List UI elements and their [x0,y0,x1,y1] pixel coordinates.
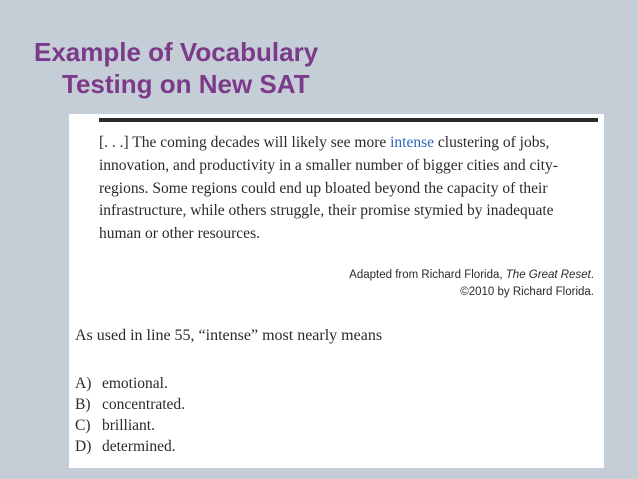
answer-choice-d [75,436,185,457]
question-prompt: As used in line 55, “intense” most nearly means [75,327,383,344]
citation-line-1 [349,267,594,284]
choice-letter: A) [75,375,92,392]
choice-text: determined. [102,438,176,455]
choice-letter: C) [75,417,91,434]
citation-suffix: . [590,269,594,281]
passage-after: clustering of jobs, innovation, and productivity in a smaller number of bigger cities and city-regions. Some regions could end up bloated beyond the capacity of their infrastructure, while others struggle, their promise stymied by inadequate human or other resources. [99,134,558,243]
citation [349,267,594,301]
choice-letter: D) [75,438,92,455]
choice-text: brilliant. [102,417,155,434]
choice-text: concentrated. [102,396,186,413]
passage-text [99,132,599,246]
slide-title-line-2: Testing on New SAT [62,69,310,99]
answer-choices [75,373,185,457]
slide-title-line-1: Example of Vocabulary [34,37,319,67]
choice-letter: B) [75,396,91,413]
sat-question-image [69,114,604,468]
choice-text: emotional. [102,375,168,392]
citation-book-title: The Great Reset [505,269,591,281]
highlighted-word: intense [390,134,435,151]
top-rule [99,118,598,122]
answer-choice-b [75,394,185,415]
answer-choice-a [75,373,185,394]
answer-choice-c [75,415,185,436]
citation-copyright: ©2010 by Richard Florida. [460,286,594,298]
citation-prefix: Adapted from Richard Florida, [349,269,506,281]
passage-before: [. . .] The coming decades will likely see more [99,134,391,151]
slide-title [34,36,394,100]
